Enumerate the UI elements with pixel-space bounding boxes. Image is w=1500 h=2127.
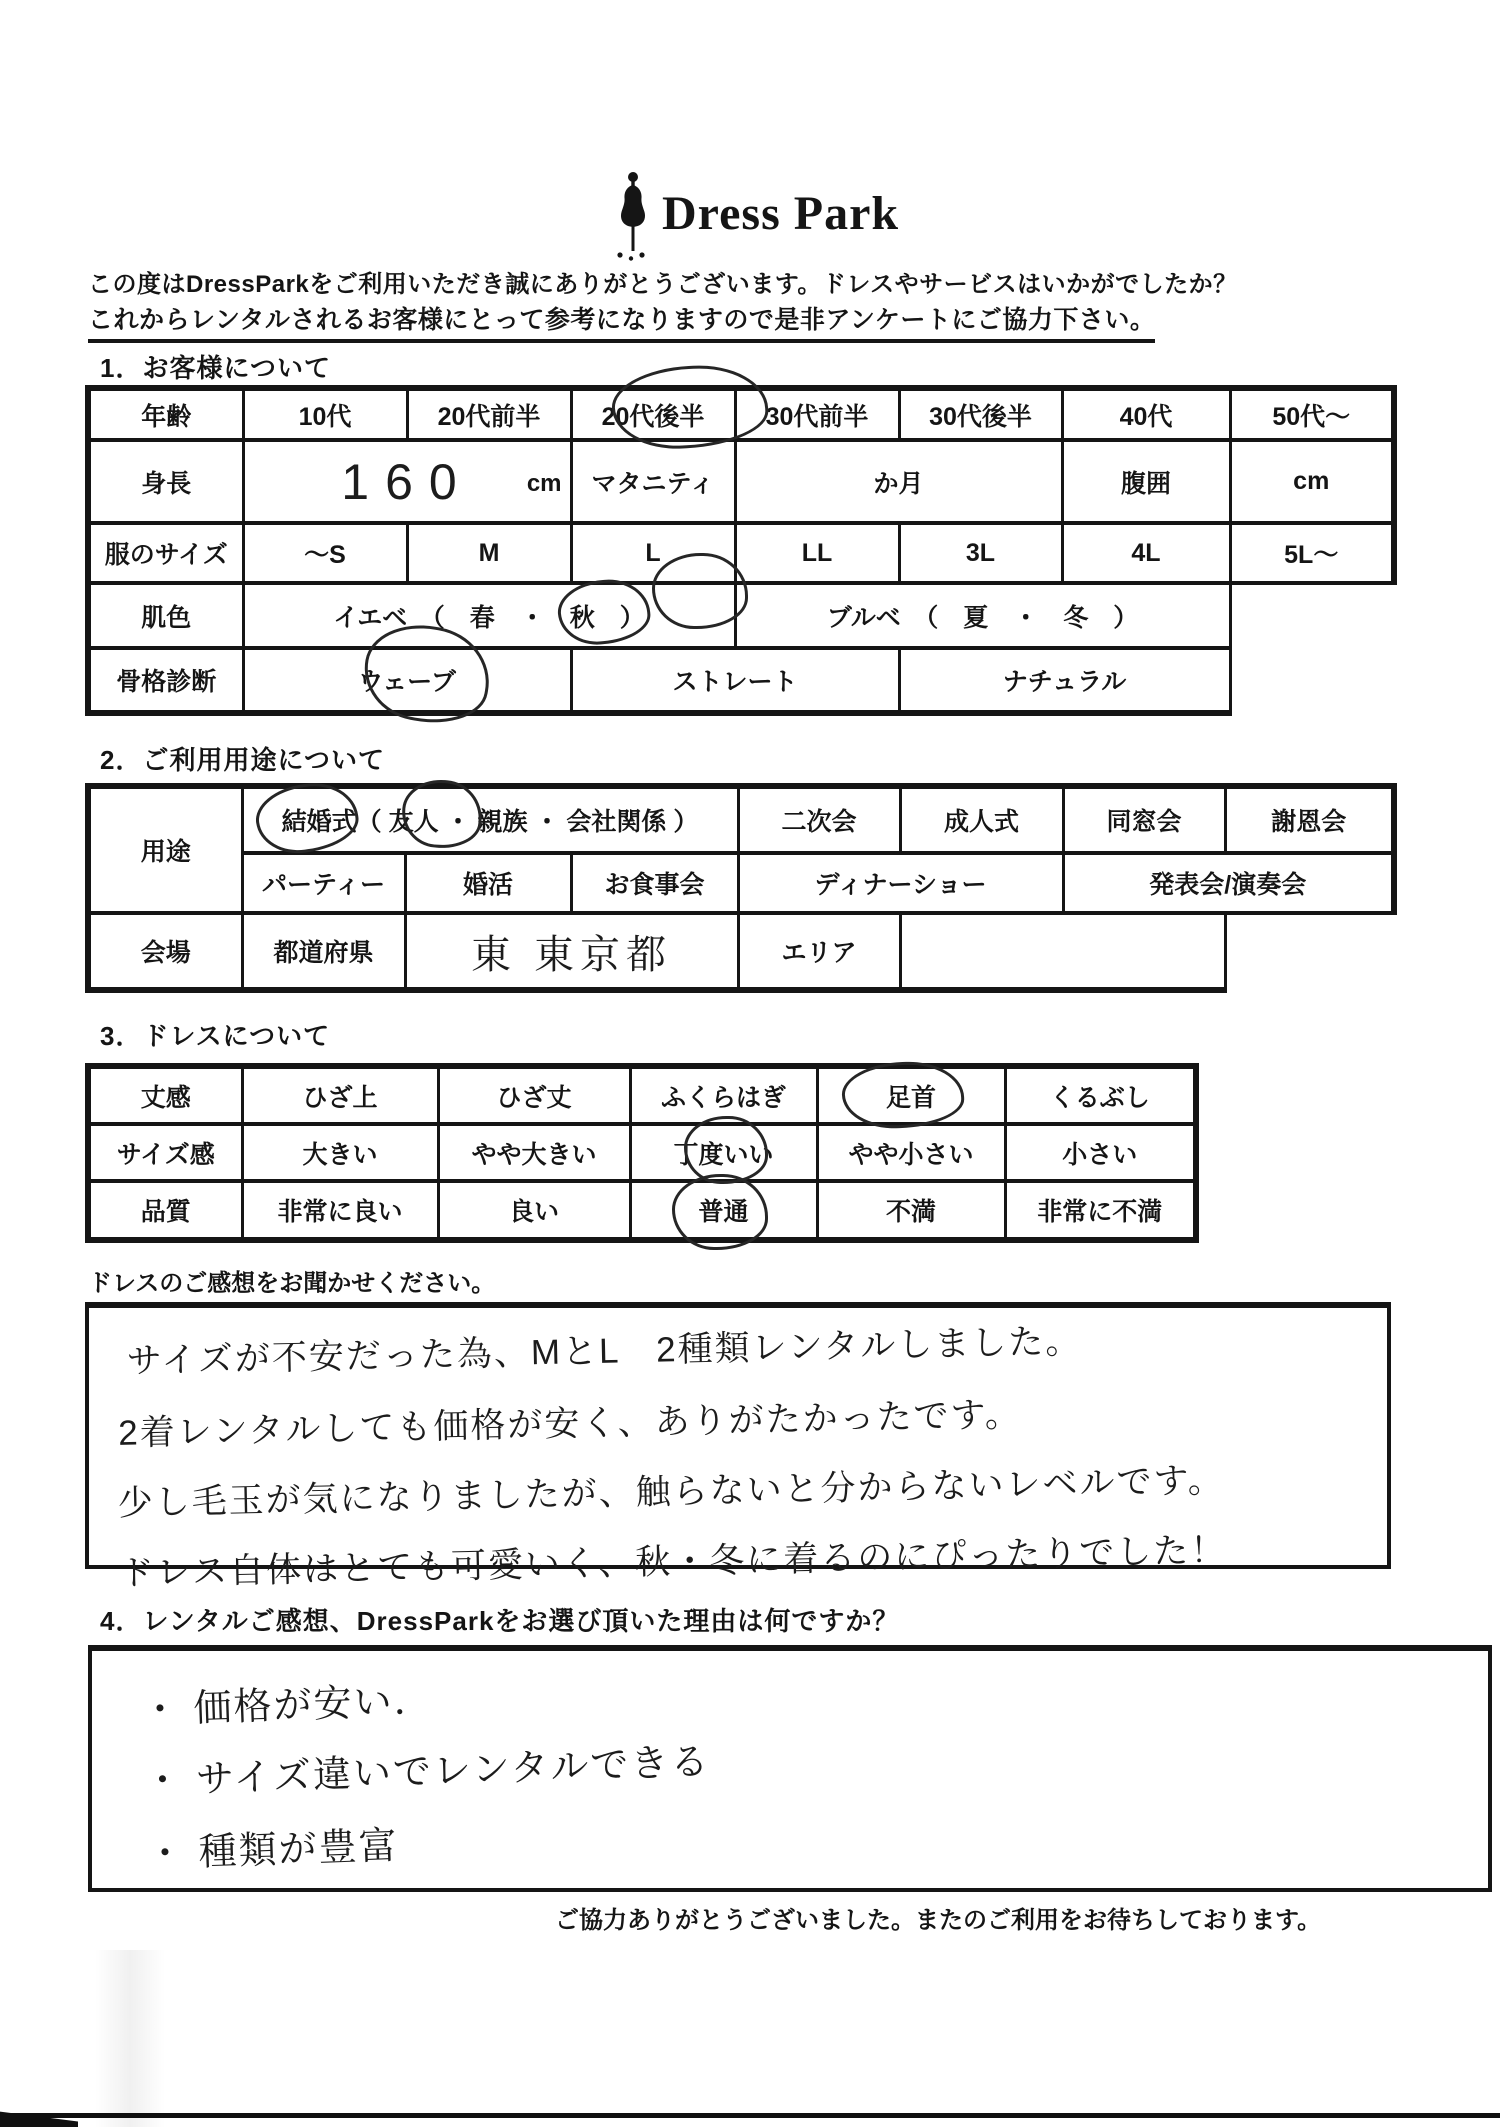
skeleton-label: 骨格診断 (88, 648, 243, 713)
purpose-wedding-cell: 結婚式（ 友人 ・ 親族 ・ 会社関係 ） (242, 786, 738, 853)
age-option: 40代 (1062, 388, 1230, 440)
prefecture-value-cell (405, 913, 738, 990)
purpose-option: お食事会 (571, 853, 738, 913)
feedback-prompt: ドレスのご感想をお聞かせください。 (88, 1270, 496, 1297)
feedback-line: サイズが不安だった為、MとL 2種類レンタルしました。 (126, 1321, 1083, 1381)
fit-label: サイズ感 (88, 1124, 242, 1181)
quality-label: 品質 (88, 1181, 242, 1240)
intro-line-2: これからレンタルされるお客様にとって参考になりますので是非アンケートにご協力下さい。 (88, 300, 1155, 343)
skin-label: 肌色 (88, 583, 243, 648)
circle-size-l (652, 553, 748, 629)
section1-heading: 1．お客様について (100, 353, 331, 383)
age-label: 年齢 (88, 388, 243, 440)
empty-region (1230, 648, 1394, 713)
quality-option: 非常に良い (242, 1181, 438, 1240)
size-option: 4L (1062, 523, 1230, 583)
purpose-option: パーティー (242, 853, 405, 913)
fit-option: やや小さい (817, 1124, 1005, 1181)
prefecture-label: 都道府県 (242, 913, 405, 990)
dress-table (85, 1063, 1199, 1243)
waist-cell: 腹囲 (1062, 440, 1230, 523)
quality-option: 非常に不満 (1005, 1181, 1196, 1240)
empty-region (1225, 913, 1394, 990)
area-value-cell (900, 913, 1225, 990)
circle-quality-normal (672, 1174, 768, 1250)
fit-option: 大きい (242, 1124, 438, 1181)
height-unit: cm (526, 470, 562, 497)
length-label: 丈感 (88, 1066, 242, 1124)
reason-box (88, 1645, 1492, 1892)
height-value-cell (243, 440, 571, 523)
fit-option-just-right: 丁度いい (630, 1124, 817, 1181)
length-option: ひざ上 (242, 1066, 438, 1124)
section3-heading: 3．ドレスについて (100, 1021, 331, 1051)
prefecture-handwritten-value: 東 東京都 (470, 932, 673, 977)
purpose-label: 用途 (88, 786, 242, 913)
height-row (88, 440, 1394, 523)
skeleton-option: ナチュラル (899, 648, 1230, 713)
fit-row (88, 1124, 1196, 1181)
months-cell: か月 (735, 440, 1062, 523)
dress-feedback-box (85, 1302, 1391, 1593)
feedback-line: ドレス自体はとても可愛いく、秋・冬に着るのにぴったりでした！ (118, 1530, 1228, 1593)
skin-yellow-cell: イエベ （ 春 ・ 秋 ） (243, 583, 735, 648)
fit-option: やや大きい (438, 1124, 630, 1181)
section2-heading: 2．ご利用用途について (100, 745, 385, 775)
size-label: 服のサイズ (88, 523, 243, 583)
reason-line: ・ 種類が豊富 (145, 1825, 400, 1876)
skin-blue-cell: ブルベ （ 夏 ・ 冬 ） (735, 583, 1230, 648)
purpose-option: 二次会 (738, 786, 900, 853)
skeleton-option-wave: ウェーブ (243, 648, 571, 713)
size-option: ～S (243, 523, 407, 583)
size-option: LL (735, 523, 899, 583)
purpose-option: ディナーショー (738, 853, 1063, 913)
height-handwritten-value: 160 (341, 453, 473, 510)
maternity-cell: マタニティ (571, 440, 735, 523)
height-label: 身長 (88, 440, 243, 523)
length-option: くるぶし (1005, 1066, 1196, 1124)
dress-feedback-handwriting (114, 1303, 1228, 1596)
scan-edge-line (0, 2113, 1500, 2118)
size-option: M (407, 523, 571, 583)
reason-line: ・ 価格が安い． (140, 1679, 435, 1732)
section4-heading: 4．レンタルご感想、DressParkをお選び頂いた理由は何ですか？ (100, 1606, 900, 1636)
quality-option: 不満 (817, 1181, 1005, 1240)
age-option: 30代前半 (735, 388, 899, 440)
quality-option: 良い (438, 1181, 630, 1240)
size-option: 3L (899, 523, 1062, 583)
age-option: 10代 (243, 388, 407, 440)
area-label: エリア (738, 913, 900, 990)
purpose-option: 成人式 (900, 786, 1063, 853)
footer-thanks: ご協力ありがとうございました。またのご利用をお待ちしております。 (555, 1907, 1322, 1934)
purpose-option: 謝恩会 (1225, 786, 1394, 853)
purpose-row-2 (88, 853, 1394, 913)
reason-line: ・ サイズ違いでレンタルできる (142, 1741, 712, 1803)
brand-title: Dress Park (662, 187, 900, 240)
quality-row (88, 1181, 1196, 1240)
venue-row (88, 913, 1394, 990)
scan-streak-artifact (95, 1950, 165, 2127)
purpose-option: 婚活 (405, 853, 571, 913)
length-row (88, 1066, 1196, 1124)
age-option-20s-late: 20代後半 (571, 388, 735, 440)
feedback-line: 少し毛玉が気になりましたが、触らないと分からないレベルです。 (117, 1460, 1226, 1523)
purpose-option: 同窓会 (1063, 786, 1225, 853)
size-option: 5L～ (1230, 523, 1394, 583)
feedback-line: 2着レンタルしても価格が安く、ありがたかったです。 (117, 1395, 1023, 1453)
fit-option: 小さい (1005, 1124, 1196, 1181)
intro-line-1: この度はDressParkをご利用いただき誠にありがとうございます。ドレスやサービスはいかがでしたか？ (88, 271, 1238, 298)
empty-region (1230, 583, 1394, 648)
skeleton-row (88, 648, 1394, 713)
length-option: ひざ丈 (438, 1066, 630, 1124)
age-option: 20代前半 (407, 388, 571, 440)
purpose-option: 発表会/演奏会 (1063, 853, 1394, 913)
skeleton-option: ストレート (571, 648, 899, 713)
venue-label: 会場 (88, 913, 242, 990)
length-option-ankle: 足首 (817, 1066, 1005, 1124)
reason-handwriting (140, 1659, 714, 1878)
size-option-l: L (571, 523, 735, 583)
age-option: 30代後半 (899, 388, 1062, 440)
length-option: ふくらはぎ (630, 1066, 817, 1124)
quality-option-normal: 普通 (630, 1181, 817, 1240)
dress-form-icon (610, 170, 656, 262)
waist-unit-cell: cm (1230, 440, 1394, 523)
age-option: 50代～ (1230, 388, 1394, 440)
